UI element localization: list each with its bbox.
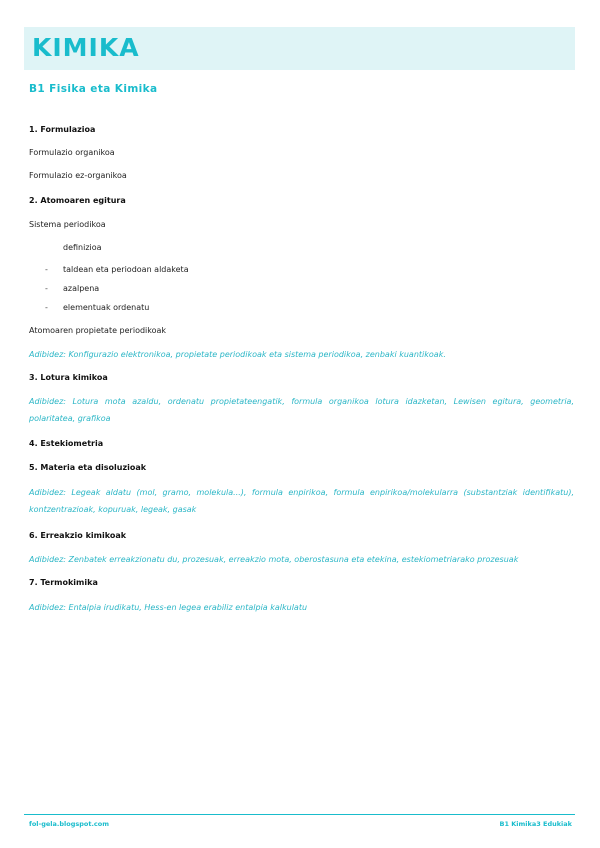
header-banner [24, 27, 575, 70]
page-subtitle: B1 Fisika eta Kimika [29, 83, 158, 95]
footer-website: fol-gela.blogspot.com [29, 820, 110, 828]
section-1-item: Formulazio ez-organikoa [29, 171, 127, 180]
list-item: - azalpena [45, 284, 100, 293]
section-6-title: 6. Erreakzio kimikoak [29, 531, 127, 540]
list-item: - elementuak ordenatu [45, 303, 150, 312]
section-3-title: 3. Lotura kimikoa [29, 373, 108, 382]
footer-divider [24, 814, 575, 815]
section-1-title: 1. Formulazioa [29, 125, 96, 134]
section-7-title: 7. Termokimika [29, 578, 98, 587]
brand-title: KIMIKA [32, 33, 140, 62]
footer-label: B1 Kimika3 Edukiak [499, 820, 572, 828]
section-2-item: Sistema periodikoa [29, 220, 106, 229]
list-item: - taldean eta periodoan aldaketa [45, 265, 189, 274]
section-6-note: Adibidez: Zenbatek erreakzionatu du, prozesuak, erreakzio mota, oberostasuna eta etekina, estekiometriarako prozesuak [29, 555, 519, 564]
section-1-item: Formulazio organikoa [29, 148, 115, 157]
section-2-title: 2. Atomoaren egitura [29, 196, 126, 205]
section-5-title: 5. Materia eta disoluzioak [29, 463, 147, 472]
section-4-title: 4. Estekiometria [29, 439, 104, 448]
section-2-note: Adibidez: Konfigurazio elektronikoa, propietate periodikoak eta sistema periodikoa, zenbaki kuantikoak. [29, 350, 446, 359]
list-item: definizioa [63, 243, 102, 252]
section-7-note: Adibidez: Entalpia irudikatu, Hess-en legea erabiliz entalpia kalkulatu [29, 603, 308, 612]
section-5-note: Adibidez: Legeak aldatu (mol, gramo, molekula...), formula enpirikoa, formula enpirikoa/molekularra (substantziak identifikatu), kontzentrazioak, kopuruak, legeak, gasak [29, 488, 574, 514]
section-2-item: Atomoaren propietate periodikoak [29, 326, 167, 335]
section-3-note: Adibidez: Lotura mota azaldu, ordenatu propietateengatik, formula organikoa lotura idazketan, Lewisen egitura, geometria, polaritatea, grafikoa [29, 397, 574, 423]
